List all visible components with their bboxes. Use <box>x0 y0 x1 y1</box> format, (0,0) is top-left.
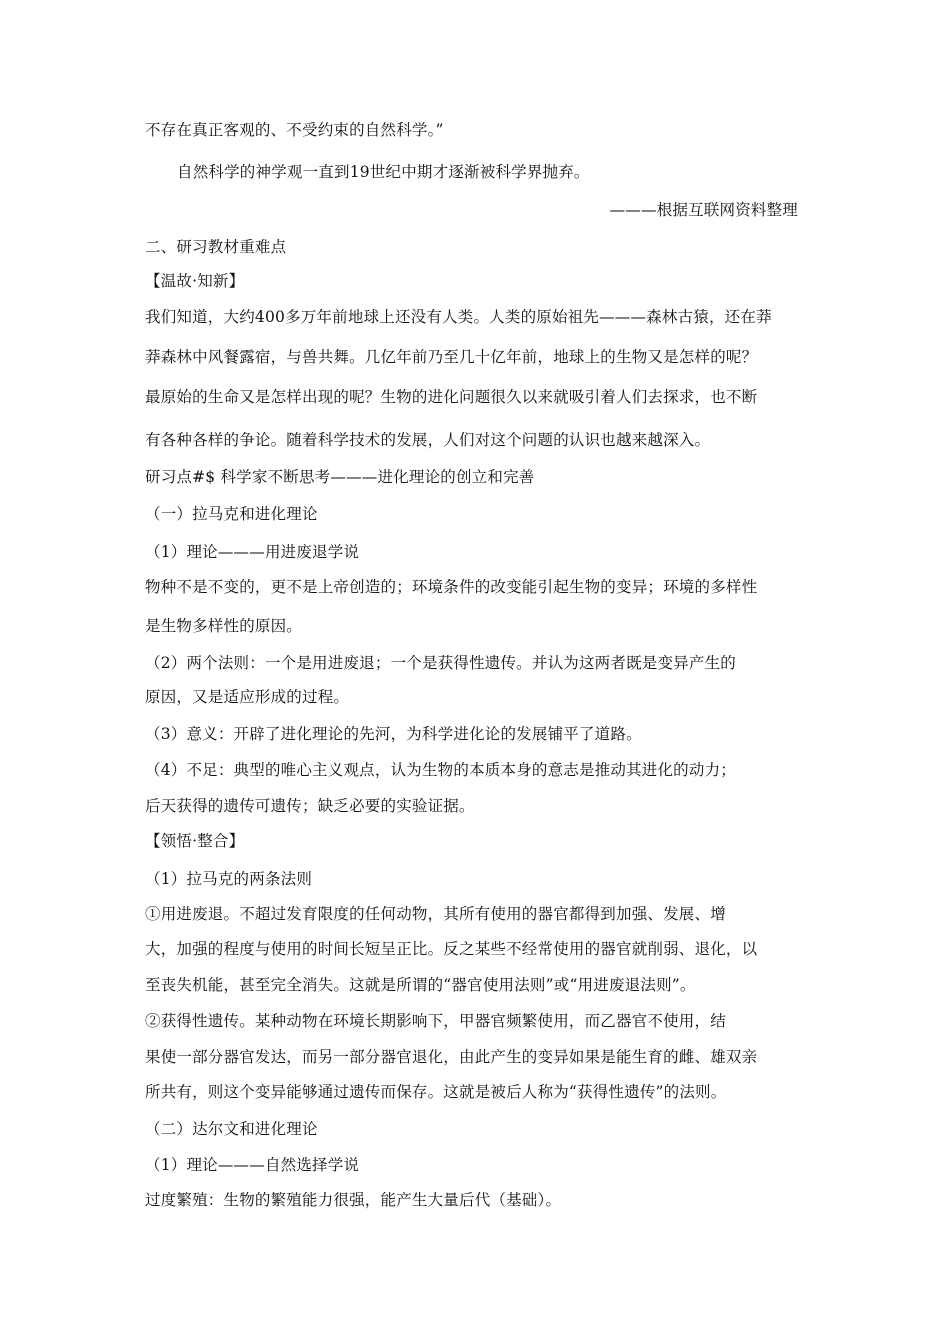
item-heading: （1）拉马克的两条法则 <box>145 870 313 888</box>
paragraph-line: 是生物多样性的原因。 <box>145 617 303 635</box>
source-attribution: ———根据互联网资料整理 <box>609 201 798 219</box>
paragraph-line: 果使一部分器官发达，而另一部分器官退化，由此产生的变异如果是能生育的雌、雄双亲 <box>145 1048 758 1066</box>
topic-heading: 研习点#$ 科学家不断思考———进化理论的创立和完善 <box>145 468 535 486</box>
text-line: 不存在真正客观的、不受约束的自然科学。” <box>145 121 444 139</box>
item-heading: （1）理论———自然选择学说 <box>145 1156 360 1174</box>
paragraph-line: 后天获得的遗传可遗传；缺乏必要的实验证据。 <box>145 797 475 815</box>
paragraph-line: 有各种各样的争论。随着科学技术的发展，人们对这个问题的认识也越来越深入。 <box>145 431 711 449</box>
paragraph-line: （4）不足：典型的唯心主义观点，认为生物的本质本身的意志是推动其进化的动力； <box>145 761 736 779</box>
paragraph-line: 至丧失机能，甚至完全消失。这就是所谓的“器官使用法则”或“用进废退法则”。 <box>145 976 696 994</box>
paragraph-line: 物种不是不变的，更不是上帝创造的；环境条件的改变能引起生物的变异；环境的多样性 <box>145 578 758 596</box>
paragraph-line: 大，加强的程度与使用的时间长短呈正比。反之某些不经常使用的器官就削弱、退化，以 <box>145 940 758 958</box>
subsection-heading: 【温故·知新】 <box>145 272 245 290</box>
paragraph-line: （3）意义：开辟了进化理论的先河，为科学进化论的发展铺平了道路。 <box>145 725 642 743</box>
subtopic-heading: （一）拉马克和进化理论 <box>145 505 318 523</box>
subtopic-heading: （二）达尔文和进化理论 <box>145 1120 318 1138</box>
paragraph-line: 过度繁殖：生物的繁殖能力很强，能产生大量后代（基础）。 <box>145 1191 562 1209</box>
paragraph-line: 莽森林中风餐露宿，与兽共舞。几亿年前乃至几十亿年前，地球上的生物又是怎样的呢？ <box>145 348 758 366</box>
subsection-heading: 【领悟·整合】 <box>145 832 245 850</box>
paragraph-line: 最原始的生命又是怎样出现的呢？生物的进化问题很久以来就吸引着人们去探求，也不断 <box>145 388 758 406</box>
text-line: 自然科学的神学观一直到19世纪中期才逐渐被科学界抛弃。 <box>177 163 590 181</box>
item-heading: （1）理论———用进废退学说 <box>145 543 360 561</box>
paragraph-line: ①用进废退。不超过发育限度的任何动物，其所有使用的器官都得到加强、发展、增 <box>145 905 726 923</box>
document-page <box>145 0 810 1344</box>
paragraph-line: 原因，又是适应形成的过程。 <box>145 688 350 706</box>
paragraph-line: ②获得性遗传。某种动物在环境长期影响下，甲器官频繁使用，而乙器官不使用，结 <box>145 1012 726 1030</box>
section-heading: 二、研习教材重难点 <box>145 238 287 256</box>
paragraph-line: 我们知道，大约400多万年前地球上还没有人类。人类的原始祖先———森林古猿，还在莽 <box>145 308 772 326</box>
paragraph-line: （2）两个法则：一个是用进废退；一个是获得性遗传。并认为这两者既是变异产生的 <box>145 654 736 672</box>
paragraph-line: 所共有，则这个变异能够通过遗传而保存。这就是被后人称为“获得性遗传”的法则。 <box>145 1083 727 1101</box>
